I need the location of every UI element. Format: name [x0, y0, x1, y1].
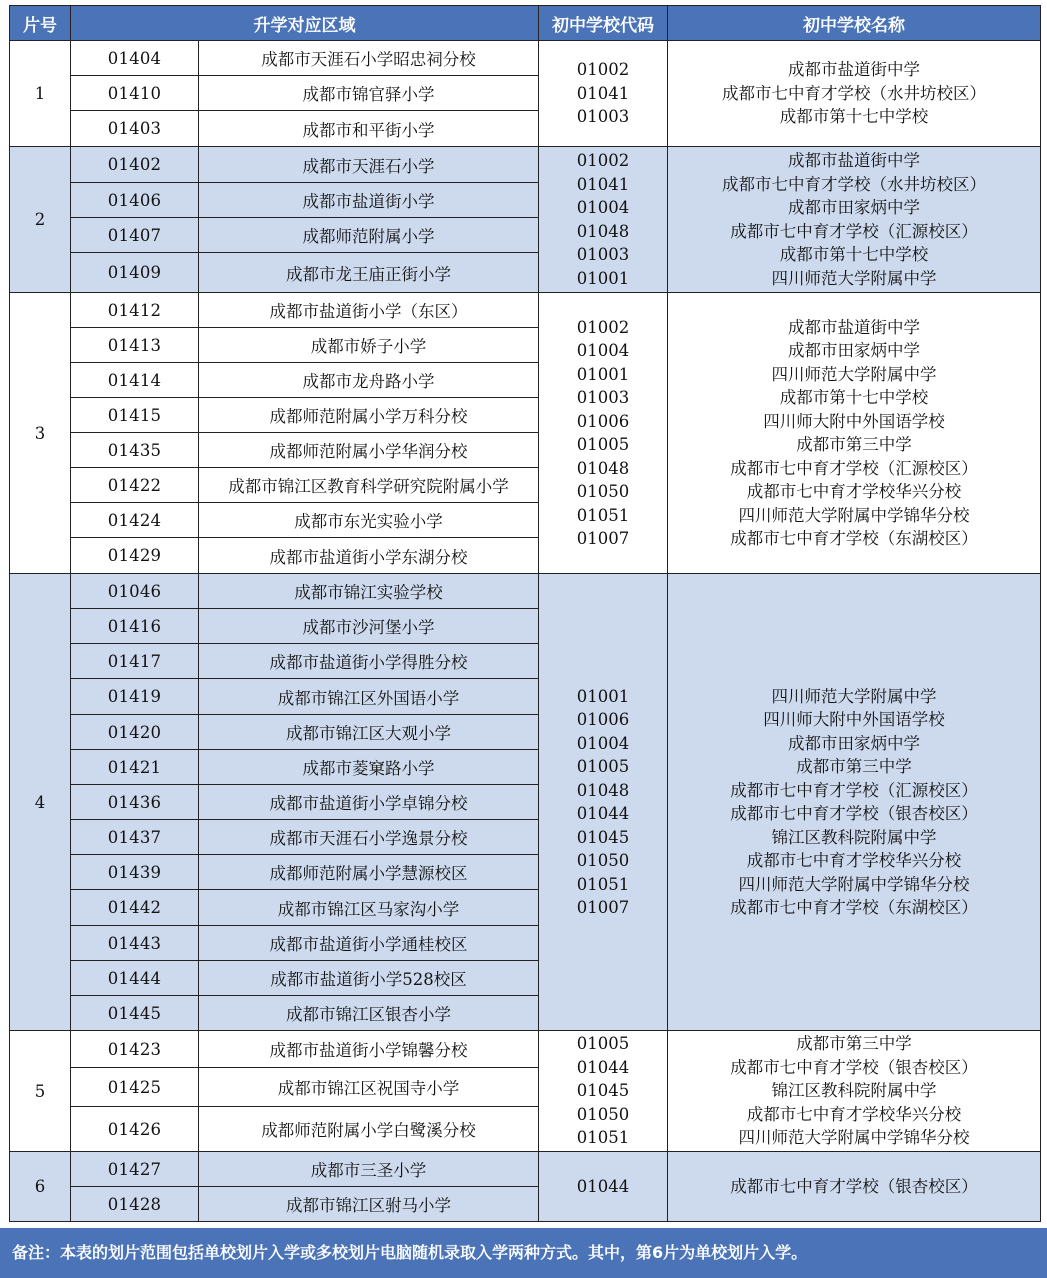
middle-school-name: 四川师范大学附属中学锦华分校 — [738, 505, 970, 525]
middle-school-code: 01041 — [576, 174, 630, 194]
middle-school-code: 01051 — [576, 1128, 630, 1148]
primary-school-code: 01423 — [71, 1031, 199, 1068]
primary-school-name: 成都市锦江实验学校 — [199, 574, 539, 609]
middle-school-codes — [539, 1152, 668, 1222]
primary-school-name: 成都市盐道街小学得胜分校 — [199, 644, 539, 679]
middle-school-name: 成都市田家炳中学 — [788, 733, 920, 753]
middle-school-code: 01002 — [576, 60, 630, 80]
middle-school-name: 成都市盐道街中学 — [788, 60, 920, 80]
middle-school-code: 01007 — [576, 898, 630, 917]
middle-school-code: 01050 — [576, 482, 630, 501]
middle-school-codes — [539, 41, 668, 147]
primary-school-name: 成都市盐道街小学东湖分校 — [199, 538, 539, 574]
primary-school-name: 成都师范附属小学慧源校区 — [199, 855, 539, 890]
middle-school-name: 成都市七中育才学校华兴分校 — [746, 482, 962, 501]
primary-school-code: 01416 — [71, 609, 199, 644]
primary-school-code: 01439 — [71, 855, 199, 890]
primary-school-code: 01425 — [71, 1068, 199, 1107]
table-row — [10, 1031, 1041, 1068]
middle-school-code: 01050 — [576, 851, 630, 870]
primary-school-name: 成都市龙王庙正街小学 — [199, 253, 539, 293]
primary-school-name: 成都市盐道街小学 — [199, 183, 539, 218]
middle-school-name: 成都市第十七中学校 — [779, 107, 929, 127]
zone-number: 4 — [10, 574, 71, 1031]
middle-school-name: 成都市第十七中学校 — [779, 388, 929, 407]
primary-school-code: 01414 — [71, 363, 199, 398]
middle-school-code: 01045 — [576, 1081, 630, 1101]
middle-school-name: 成都市七中育才学校（汇源校区） — [730, 221, 978, 241]
middle-school-names — [668, 147, 1041, 293]
primary-school-code: 01429 — [71, 538, 199, 574]
primary-school-code: 01402 — [71, 147, 199, 183]
middle-school-code: 01006 — [576, 411, 630, 431]
primary-school-name: 成都市天涯石小学昭忠祠分校 — [199, 41, 539, 76]
primary-school-code: 01406 — [71, 183, 199, 218]
middle-school-name: 成都市七中育才学校（银杏校区） — [730, 1057, 978, 1077]
primary-school-code: 01046 — [71, 574, 199, 609]
middle-school-codes — [539, 147, 668, 293]
primary-school-name: 成都市菱窠路小学 — [199, 750, 539, 785]
middle-school-name: 成都市七中育才学校华兴分校 — [746, 851, 962, 870]
middle-school-code: 01044 — [576, 804, 630, 823]
primary-school-code: 01409 — [71, 253, 199, 293]
middle-school-name: 四川师范大学附属中学锦华分校 — [738, 1128, 970, 1148]
primary-school-code: 01410 — [71, 76, 199, 111]
table-body — [10, 41, 1041, 1222]
middle-school-code: 01005 — [576, 1034, 630, 1054]
middle-school-name: 成都市盐道街中学 — [788, 317, 920, 337]
middle-school-code: 01041 — [576, 83, 630, 103]
middle-school-code: 01006 — [576, 710, 630, 729]
primary-school-name: 成都市龙舟路小学 — [199, 363, 539, 398]
middle-school-code: 01001 — [576, 686, 630, 706]
primary-school-code: 01436 — [71, 785, 199, 820]
primary-school-code: 01442 — [71, 890, 199, 926]
middle-school-code: 01002 — [576, 151, 630, 170]
primary-school-name: 成都市锦江区驸马小学 — [199, 1187, 539, 1222]
primary-school-name: 成都市和平街小学 — [199, 111, 539, 147]
primary-school-name: 成都市天涯石小学 — [199, 147, 539, 183]
middle-school-code: 01003 — [576, 245, 630, 264]
middle-school-names — [668, 41, 1041, 147]
middle-school-name: 成都市七中育才学校（汇源校区） — [730, 458, 978, 478]
middle-school-name: 四川师范大学附属中学锦华分校 — [738, 874, 970, 894]
middle-school-name: 成都市七中育才学校（东湖校区） — [730, 529, 978, 548]
zone-number: 2 — [10, 147, 71, 293]
primary-school-name: 成都市东光实验小学 — [199, 503, 539, 538]
primary-school-code: 01427 — [71, 1152, 199, 1187]
zone-number: 3 — [10, 293, 71, 574]
middle-school-code: 01048 — [576, 780, 630, 800]
primary-school-name: 成都市盐道街小学528校区 — [199, 961, 539, 996]
primary-school-code: 01420 — [71, 715, 199, 750]
primary-school-name: 成都师范附属小学白鹭溪分校 — [199, 1107, 539, 1152]
primary-school-name: 成都市锦江区马家沟小学 — [199, 890, 539, 926]
middle-school-name: 成都市七中育才学校（银杏校区） — [730, 804, 978, 823]
header-middle-name: 初中学校名称 — [668, 6, 1041, 41]
header-area: 升学对应区域 — [71, 6, 539, 41]
primary-school-name: 成都市锦江区大观小学 — [199, 715, 539, 750]
primary-school-code: 01403 — [71, 111, 199, 147]
middle-school-codes — [539, 574, 668, 1031]
middle-school-code: 01051 — [576, 874, 630, 894]
middle-school-names — [668, 574, 1041, 1031]
middle-school-code: 01048 — [576, 458, 630, 478]
middle-school-code: 01002 — [576, 317, 630, 337]
primary-school-name: 成都市盐道街小学卓锦分校 — [199, 785, 539, 820]
middle-school-name: 成都市七中育才学校（汇源校区） — [730, 780, 978, 800]
middle-school-code: 01004 — [576, 733, 630, 753]
primary-school-code: 01445 — [71, 996, 199, 1031]
zone-number: 1 — [10, 41, 71, 147]
middle-school-code: 01050 — [576, 1104, 630, 1124]
primary-school-code: 01407 — [71, 218, 199, 253]
table-row — [10, 293, 1041, 328]
table-row — [10, 147, 1041, 183]
middle-school-names — [668, 1031, 1041, 1152]
middle-school-code: 01003 — [576, 107, 630, 127]
header-zone: 片号 — [10, 6, 71, 41]
middle-school-name: 四川师大附中外国语学校 — [763, 411, 945, 431]
primary-school-name: 成都师范附属小学 — [199, 218, 539, 253]
primary-school-code: 01444 — [71, 961, 199, 996]
primary-school-name: 成都市娇子小学 — [199, 328, 539, 363]
primary-school-code: 01421 — [71, 750, 199, 785]
primary-school-name: 成都市锦官驿小学 — [199, 76, 539, 111]
primary-school-code: 01404 — [71, 41, 199, 76]
middle-school-name: 四川师范大学附属中学 — [771, 268, 937, 288]
middle-school-code: 01003 — [576, 388, 630, 407]
middle-school-code: 01005 — [576, 435, 630, 454]
primary-school-code: 01419 — [71, 679, 199, 715]
primary-school-name: 成都师范附属小学万科分校 — [199, 398, 539, 433]
primary-school-code: 01435 — [71, 433, 199, 468]
primary-school-code: 01426 — [71, 1107, 199, 1152]
header-middle-code: 初中学校代码 — [539, 6, 668, 41]
primary-school-code: 01417 — [71, 644, 199, 679]
primary-school-name: 成都市锦江区祝国寺小学 — [199, 1068, 539, 1107]
middle-school-name: 成都市第三中学 — [796, 435, 912, 454]
middle-school-name: 成都市七中育才学校（东湖校区） — [730, 898, 978, 917]
middle-school-name: 成都市田家炳中学 — [788, 198, 920, 217]
middle-school-name: 四川师范大学附属中学 — [771, 686, 937, 706]
middle-school-name: 成都市七中育才学校华兴分校 — [746, 1104, 962, 1124]
middle-school-name: 四川师范大学附属中学 — [771, 364, 937, 384]
table-row — [10, 41, 1041, 76]
middle-school-code: 01005 — [576, 757, 630, 776]
primary-school-name: 成都市盐道街小学通桂校区 — [199, 926, 539, 961]
zone-number: 6 — [10, 1152, 71, 1222]
primary-school-name: 成都市锦江区教育科学研究院附属小学 — [199, 468, 539, 503]
primary-school-name: 成都市三圣小学 — [199, 1152, 539, 1187]
primary-school-code: 01424 — [71, 503, 199, 538]
primary-school-code: 01428 — [71, 1187, 199, 1222]
middle-school-name: 成都市盐道街中学 — [788, 151, 920, 170]
middle-school-code: 01001 — [576, 364, 630, 384]
primary-school-code: 01413 — [71, 328, 199, 363]
primary-school-code: 01443 — [71, 926, 199, 961]
primary-school-name: 成都市天涯石小学逸景分校 — [199, 820, 539, 855]
primary-school-name: 成都市沙河堡小学 — [199, 609, 539, 644]
middle-school-code: 01048 — [576, 221, 630, 241]
table-header-row — [10, 6, 1041, 41]
middle-school-name: 锦江区教科院附属中学 — [771, 1081, 937, 1101]
primary-school-code: 01415 — [71, 398, 199, 433]
table-row — [10, 574, 1041, 609]
enrollment-zone-table — [9, 5, 1041, 1222]
middle-school-name: 成都市七中育才学校（水井坊校区） — [722, 174, 986, 194]
middle-school-name: 成都市第三中学 — [796, 1034, 912, 1054]
middle-school-code: 01045 — [576, 827, 630, 847]
primary-school-name: 成都师范附属小学华润分校 — [199, 433, 539, 468]
middle-school-code: 01051 — [576, 505, 630, 525]
primary-school-code: 01422 — [71, 468, 199, 503]
middle-school-codes — [539, 1031, 668, 1152]
middle-school-name: 成都市第十七中学校 — [779, 245, 929, 264]
middle-school-name: 成都市七中育才学校（水井坊校区） — [722, 83, 986, 103]
primary-school-name: 成都市锦江区外国语小学 — [199, 679, 539, 715]
middle-school-name: 成都市第三中学 — [796, 757, 912, 776]
middle-school-code: 01044 — [576, 1057, 630, 1077]
middle-school-name: 锦江区教科院附属中学 — [771, 827, 937, 847]
table-row — [10, 1152, 1041, 1187]
primary-school-name: 成都市锦江区银杏小学 — [199, 996, 539, 1031]
middle-school-names — [668, 293, 1041, 574]
footnote: 备注：本表的划片范围包括单校划片入学或多校划片电脑随机录取入学两种方式。其中，第6片为单校划片入学。 — [0, 1228, 1047, 1278]
middle-school-name: 成都市田家炳中学 — [788, 341, 920, 360]
primary-school-name: 成都市盐道街小学锦馨分校 — [199, 1031, 539, 1068]
middle-school-codes — [539, 293, 668, 574]
primary-school-code: 01412 — [71, 293, 199, 328]
middle-school-name: 四川师大附中外国语学校 — [763, 710, 945, 729]
middle-school-code: 01001 — [576, 268, 630, 288]
zone-number: 5 — [10, 1031, 71, 1152]
middle-school-code: 01004 — [576, 341, 630, 360]
primary-school-code: 01437 — [71, 820, 199, 855]
middle-school-code: 01004 — [576, 198, 630, 217]
middle-school-name: 成都市七中育才学校（银杏校区） — [730, 1176, 978, 1196]
middle-school-code: 01044 — [576, 1176, 630, 1196]
middle-school-names — [668, 1152, 1041, 1222]
primary-school-name: 成都市盐道街小学（东区） — [199, 293, 539, 328]
middle-school-code: 01007 — [576, 529, 630, 548]
